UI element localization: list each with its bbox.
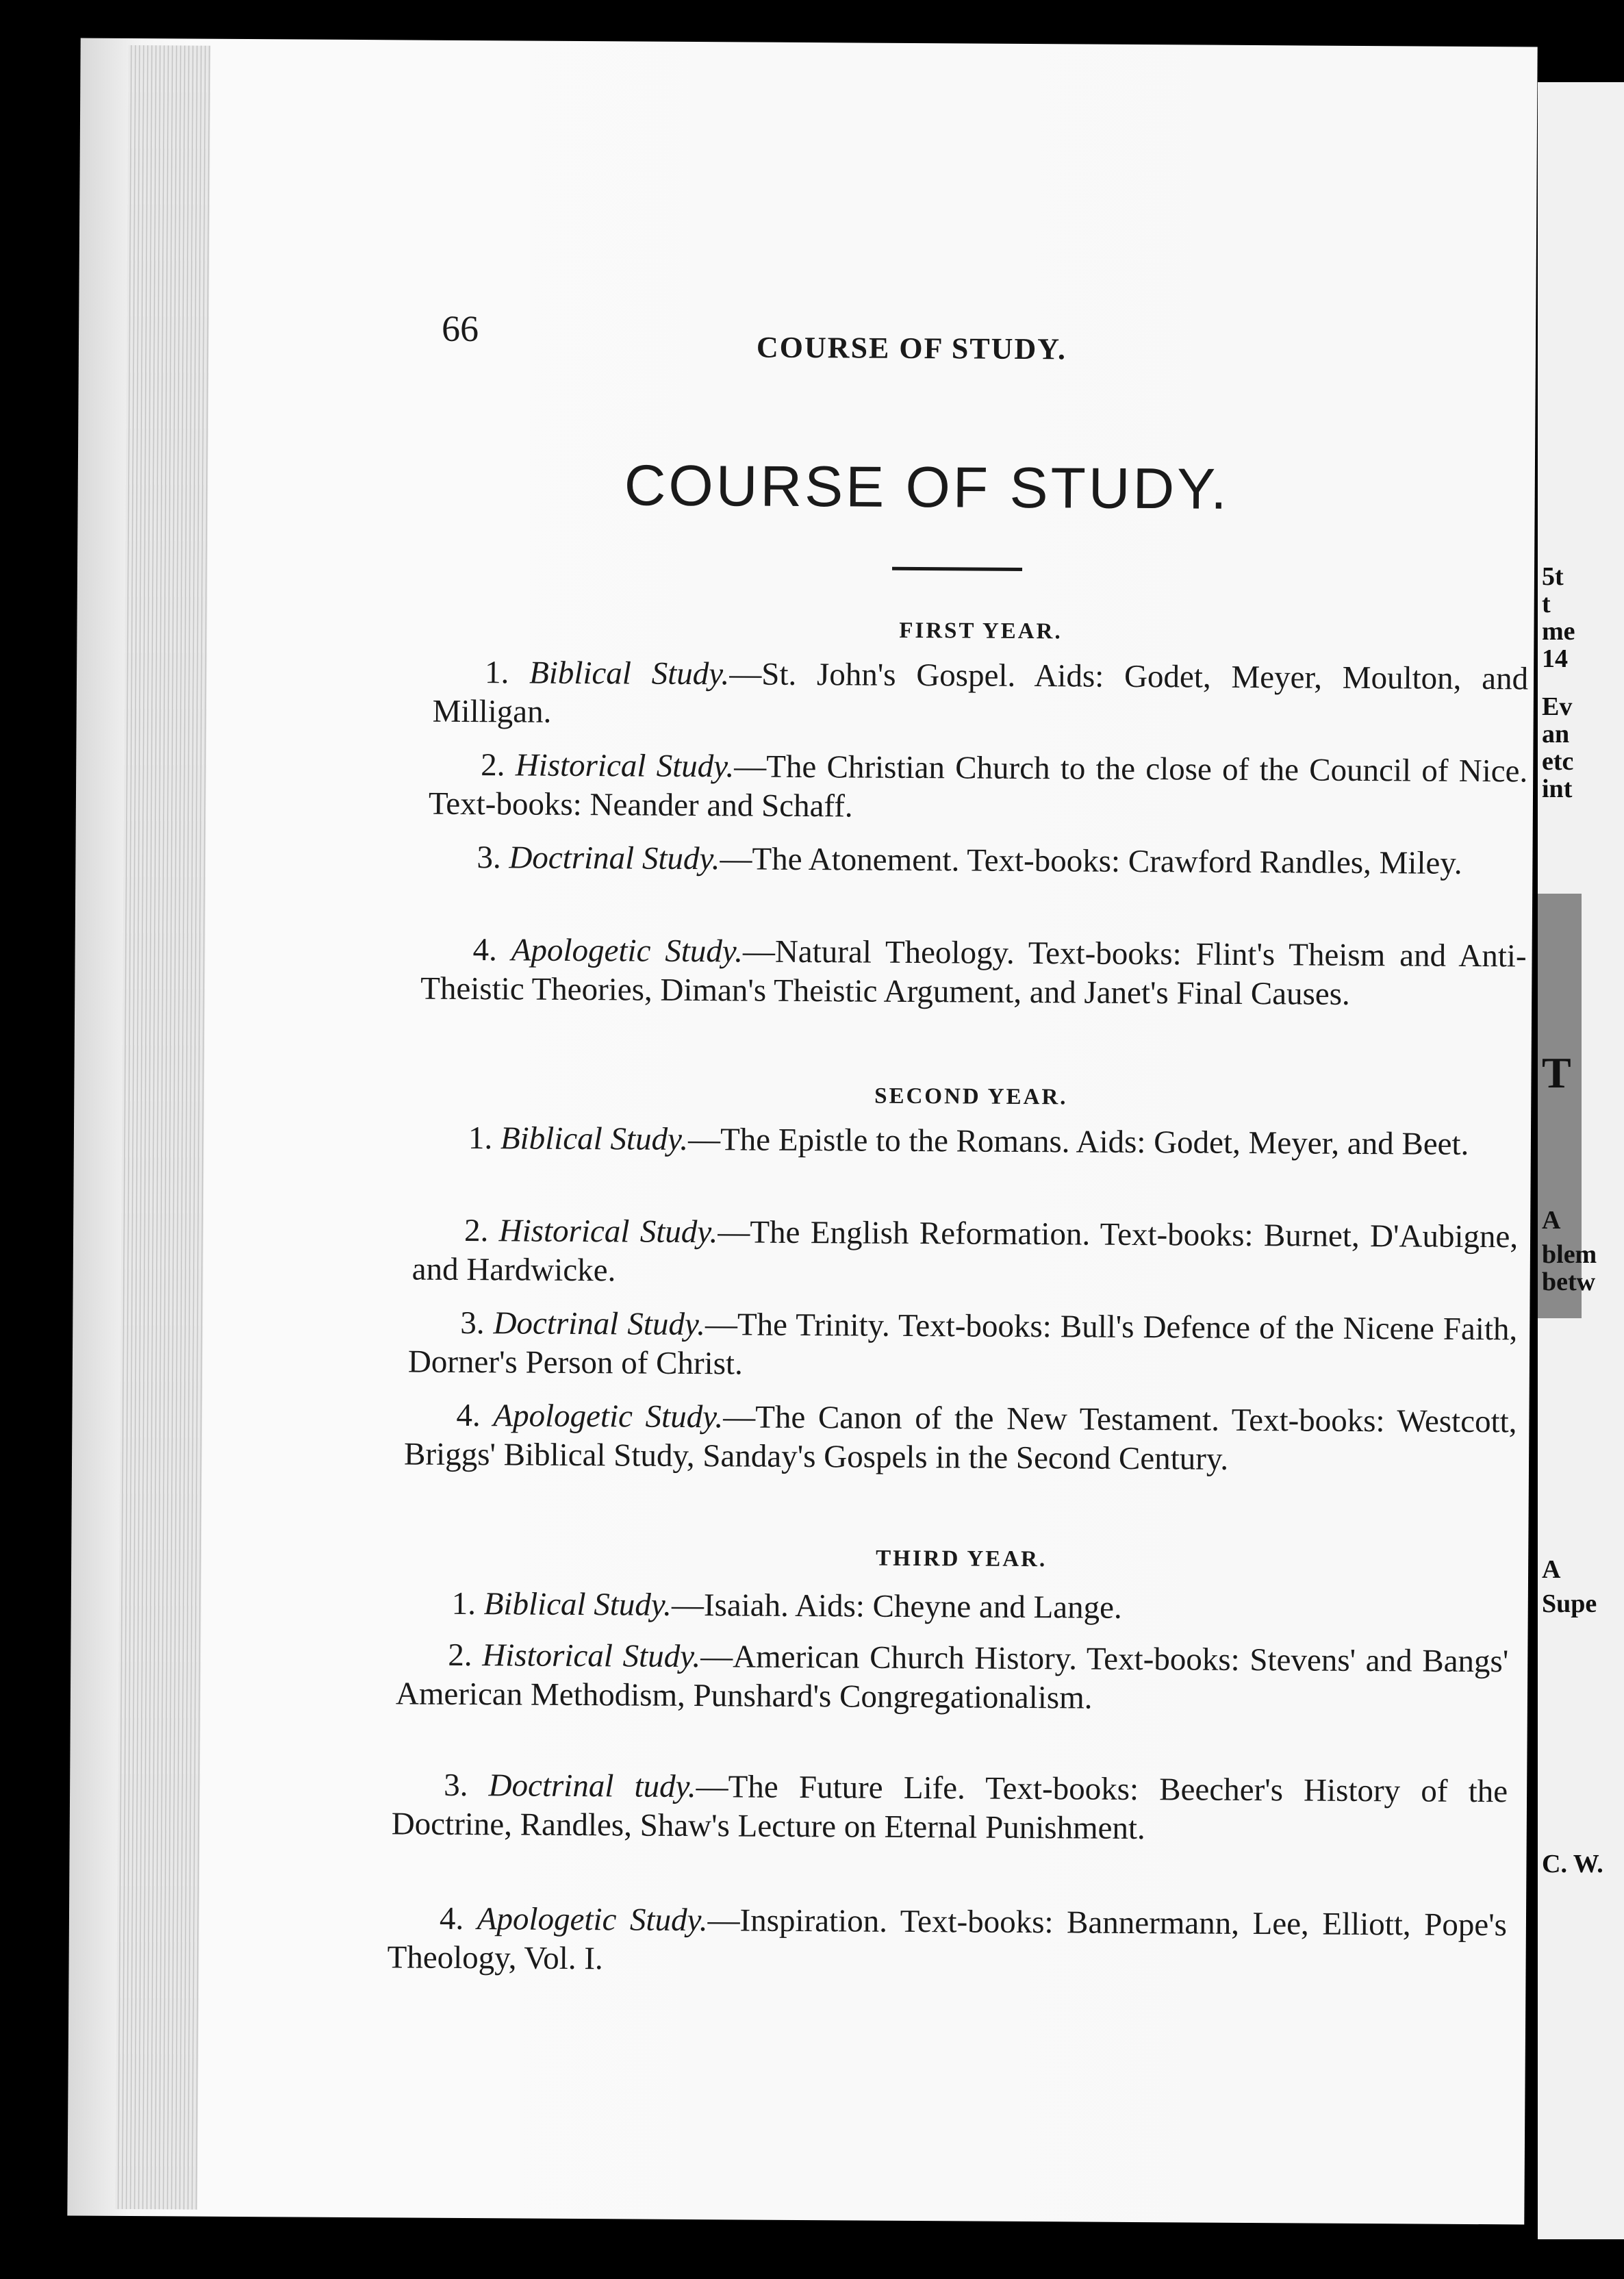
entry-number: 3. <box>477 840 501 876</box>
adjacent-fragment: t <box>1542 590 1551 618</box>
entry-subject: Historical Study. <box>498 1213 718 1250</box>
adjacent-fragment: A <box>1542 1555 1561 1584</box>
entry-text: —Inspiration. Text-books: Bannermann, Lee, Elliott, Pope's Theology, Vol. I. <box>387 1902 1508 1977</box>
course-entry <box>420 931 1527 1016</box>
year-heading-third: THIRD YEAR. <box>876 1546 1048 1572</box>
entry-text: —The Atonement. Text-books: Crawford Randles, Miley. <box>720 841 1462 881</box>
adjacent-fragment: betw <box>1542 1268 1596 1296</box>
adjacent-fragment: int <box>1542 775 1573 803</box>
page-content <box>67 38 1537 2225</box>
entry-text: —The Canon of the New Testament. Text-books: Westcott, Briggs' Biblical Study, Sanday's Gospels in the Second Century. <box>403 1399 1517 1477</box>
adjacent-fragment: C. W. <box>1542 1850 1603 1878</box>
entry-number: 2. <box>481 747 505 783</box>
course-entry <box>396 1635 1509 1720</box>
entry-subject: Historical Study. <box>482 1637 701 1675</box>
book-page <box>67 38 1537 2225</box>
course-entry <box>433 653 1529 738</box>
entry-number: 3. <box>443 1767 468 1804</box>
entry-number: 1. <box>451 1585 477 1622</box>
course-entry <box>404 1396 1517 1481</box>
entry-text: —Natural Theology. Text-books: Flint's Theism and Anti-Theistic Theories, Diman's Theistic Argument, and Janet's Final Causes. <box>420 933 1527 1012</box>
adjacent-fragment: A <box>1542 1206 1561 1235</box>
entry-text: —American Church History. Text-books: Stevens' and Bangs' American Methodism, Punshard's Congregationalism. <box>395 1639 1509 1716</box>
entry-text: —The Trinity. Text-books: Bull's Defence of the Nicene Faith, Dorner's Person of Christ. <box>407 1307 1518 1382</box>
year-heading-first: FIRST YEAR. <box>899 618 1063 644</box>
course-entry <box>400 1584 1509 1630</box>
entry-text: —The Christian Church to the close of the Council of Nice. Text-books: Neander and Schaff. <box>428 748 1528 824</box>
entry-number: 4. <box>472 932 498 968</box>
entry-number: 2. <box>448 1637 472 1674</box>
entry-number: 3. <box>460 1305 485 1342</box>
entry-subject: Historical Study. <box>515 747 735 785</box>
entry-subject: Apologetic Study. <box>493 1398 724 1435</box>
entry-subject: Biblical Study. <box>500 1120 689 1157</box>
adjacent-fragment: Ev <box>1542 692 1573 721</box>
entry-text: —The Future Life. Text-books: Beecher's History of the Doctrine, Randles, Shaw's Lecture on Eternal Punishment. <box>391 1769 1508 1847</box>
entry-subject: Biblical Study. <box>529 655 730 692</box>
entry-number: 4. <box>456 1397 481 1434</box>
entry-text: —The English Reformation. Text-books: Burnet, D'Aubigne, and Hardwicke. <box>411 1214 1519 1289</box>
entry-subject: Doctrinal tudy. <box>488 1767 696 1805</box>
entry-number: 4. <box>439 1900 464 1937</box>
entry-subject: Apologetic Study. <box>511 932 744 970</box>
course-entry <box>387 1899 1507 1984</box>
entry-subject: Doctrinal Study. <box>509 840 720 877</box>
running-title: COURSE OF STUDY. <box>756 330 1067 366</box>
adjacent-fragment: me <box>1542 617 1575 646</box>
title-rule <box>892 567 1022 571</box>
adjacent-page <box>1538 82 1624 2239</box>
year-heading-second: SECOND YEAR. <box>874 1083 1068 1110</box>
entry-subject: Biblical Study. <box>483 1586 672 1623</box>
course-entry <box>429 746 1528 831</box>
adjacent-fragment: Supe <box>1542 1589 1597 1618</box>
adjacent-fragment: blem <box>1542 1240 1597 1269</box>
adjacent-fragment: 5t <box>1542 562 1564 591</box>
entry-number: 2. <box>464 1212 489 1249</box>
entry-subject: Doctrinal Study. <box>493 1305 706 1343</box>
entry-text: —St. John's Gospel. Aids: Godet, Meyer, Moulton, and Milligan. <box>432 656 1529 730</box>
page-number: 66 <box>441 307 479 350</box>
entry-text: —The Epistle to the Romans. Aids: Godet, Meyer, and Beet. <box>687 1121 1469 1162</box>
course-entry <box>416 1119 1519 1165</box>
page-title: COURSE OF STUDY. <box>624 453 1230 521</box>
entry-number: 1. <box>484 655 509 691</box>
course-entry <box>412 1211 1519 1296</box>
course-entry <box>392 1765 1508 1850</box>
course-entry <box>408 1303 1518 1388</box>
running-head <box>441 273 1531 366</box>
adjacent-fragment: 14 <box>1542 644 1568 673</box>
adjacent-fragment: etc <box>1542 747 1574 776</box>
adjacent-fragment: an <box>1542 720 1570 748</box>
adjacent-fragment: T <box>1542 1048 1571 1097</box>
entry-subject: Apologetic Study. <box>477 1901 708 1939</box>
entry-text: —Isaiah. Aids: Cheyne and Lange. <box>671 1587 1122 1626</box>
course-entry <box>424 838 1527 884</box>
entry-number: 1. <box>468 1120 493 1157</box>
